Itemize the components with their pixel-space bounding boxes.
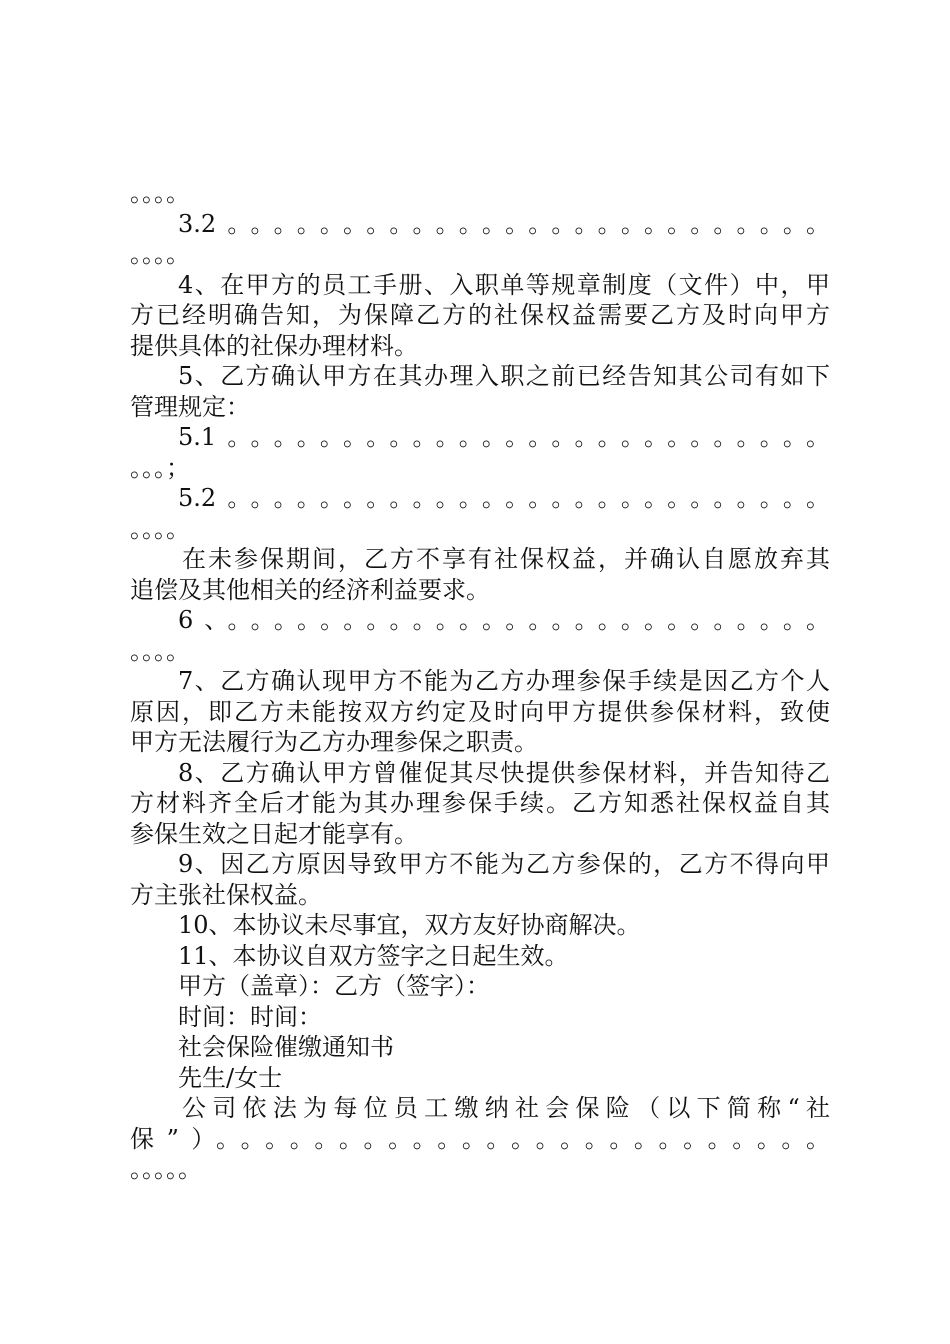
text-line-23: 9、因乙方原因导致甲方不能为乙方参保的，乙方不得向甲: [178, 850, 830, 878]
text-line-32: 保”）。。。。。。。。。。。。。。。。。。。。。。。。。: [130, 1124, 830, 1153]
text-line-21: 方材料齐全后才能为其办理参保手续。乙方知悉社保权益自其: [130, 789, 830, 817]
text-line-25: 10、本协议未尽事宜，双方友好协商解决。: [178, 911, 641, 939]
text-line-17: 7、乙方确认现甲方不能为乙方办理参保手续是因乙方个人: [178, 667, 830, 695]
text-line-8: 管理规定：: [130, 392, 250, 421]
text-line-19: 甲方无法履行为乙方办理参保之职责。: [130, 728, 538, 756]
document-body: [130, 178, 830, 1185]
salutation: 先生/女士: [178, 1063, 283, 1092]
text-line-13: 在未参保期间，乙方不享有社保权益，并确认自愿放弃其: [182, 545, 830, 573]
text-line-31: 公司依法为每位员工缴纳社会保险（以下简称“社: [182, 1094, 830, 1122]
text-line-14: 追偿及其他相关的经济利益要求。: [130, 575, 490, 604]
text-line-6: 提供具体的社保办理材料。: [130, 331, 418, 360]
text-line-11: 5.2。。。。。。。。。。。。。。。。。。。。。。。。。。: [178, 484, 830, 512]
text-line-26: 11、本协议自双方签字之日起生效。: [178, 941, 569, 970]
text-line-16: 。。。。: [130, 636, 190, 665]
notice-title: 社会保险催缴通知书: [178, 1033, 394, 1061]
text-line-4: 4、在甲方的员工手册、入职单等规章制度（文件）中，甲: [178, 270, 830, 299]
text-line-18: 原因，即乙方未能按双方约定及时向甲方提供参保材料，致使: [130, 697, 830, 726]
text-line-24: 方主张社保权益。: [130, 880, 322, 909]
date-line: 时间：时间：: [178, 1002, 322, 1031]
text-line-15: 6、。。。。。。。。。。。。。。。。。。。。。。。。。。: [178, 606, 830, 634]
text-line-9: 5.1。。。。。。。。。。。。。。。。。。。。。。。。。。: [178, 423, 830, 451]
text-line-20: 8、乙方确认甲方曾催促其尽快提供参保材料，并告知待乙: [178, 758, 830, 787]
text-line-12: 。。。。: [130, 514, 190, 543]
signature-line: 甲方（盖章）：乙方（签字）：: [178, 972, 490, 1000]
text-line-10: 。。。；: [130, 453, 190, 482]
text-line-5: 方已经明确告知，为保障乙方的社保权益需要乙方及时向甲方: [130, 301, 830, 329]
text-line-7: 5、乙方确认甲方在其办理入职之前已经告知其公司有如下: [178, 362, 830, 390]
text-line-1: 。。。。: [130, 179, 190, 207]
text-line-2: 3.2。。。。。。。。。。。。。。。。。。。。。。。。。。: [178, 209, 830, 238]
text-line-3: 。。。。: [130, 240, 190, 268]
text-line-22: 参保生效之日起才能享有。: [130, 819, 418, 848]
text-line-33: 。。。。。: [130, 1155, 202, 1183]
